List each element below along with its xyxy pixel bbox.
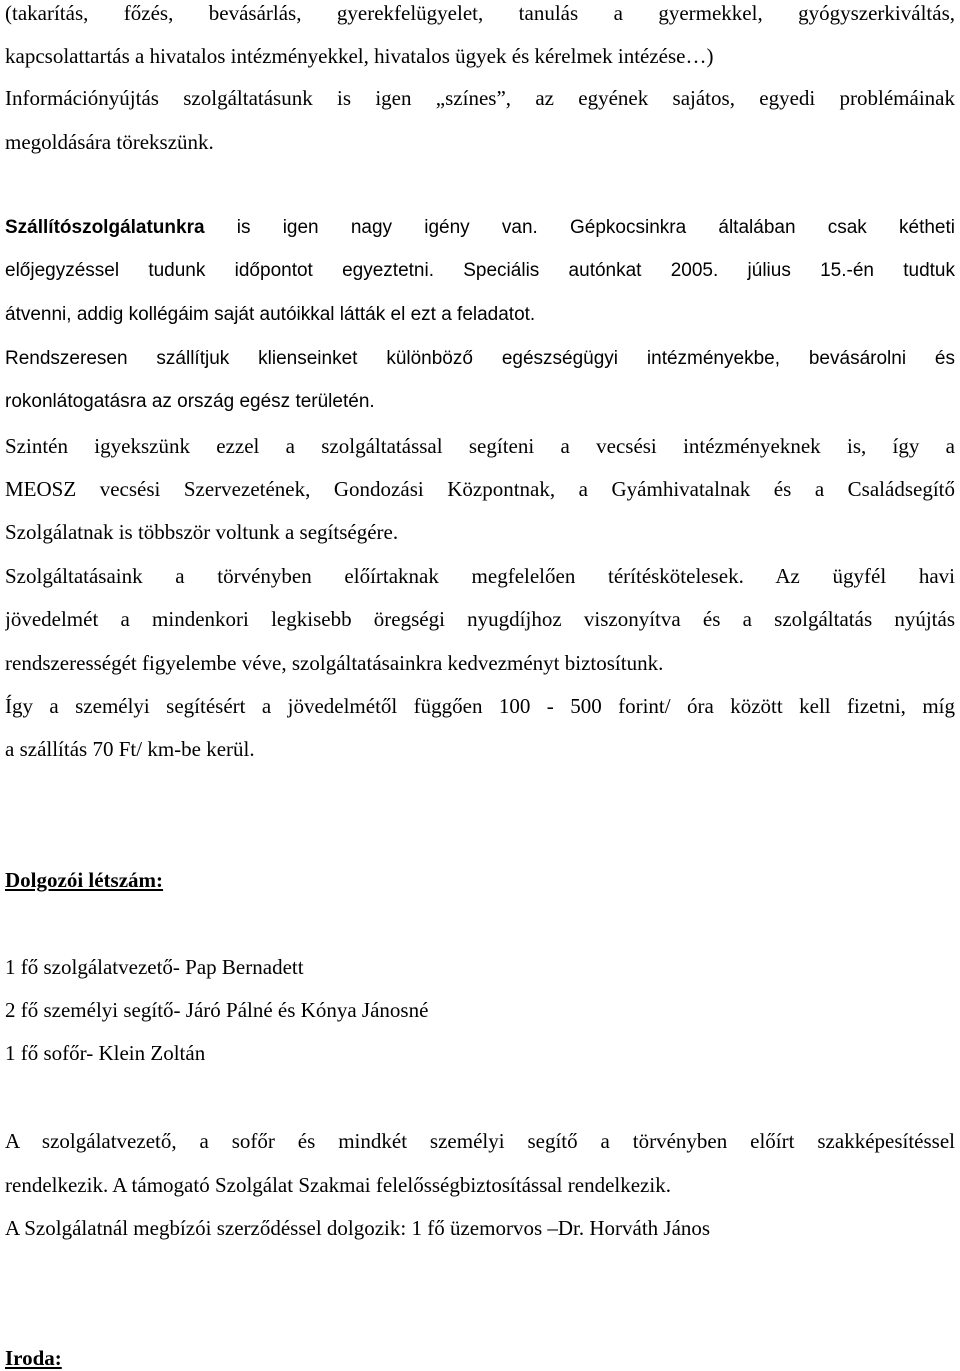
qualification-line-1: A szolgálatvezető, a sofőr és mindkét személyi segítő a törvényben előírt szakképesítéssel (5, 1129, 955, 1153)
office-heading: Iroda: (5, 1346, 62, 1370)
paragraph4-line-1: Szintén igyekszünk ezzel a szolgáltatással segíteni a vecsési intézményeknek is, így a (5, 434, 955, 458)
paragraph3-line-1: Rendszeresen szállítjuk klienseinket különböző egészségügyi intézményekbe, bevásárolni és (5, 348, 955, 369)
paragraph3-line-2: rokonlátogatásra az ország egész területén. (5, 391, 375, 412)
transport-service-lead: Szállítószolgálatunkra (5, 217, 205, 238)
paragraph2-line-1-rest: is igen nagy igény van. Gépkocsinkra általában csak kétheti (236, 217, 955, 238)
paragraph1-line-3: Információnyújtás szolgáltatásunk is igen „színes”, az egyének sajátos, egyedi problémáinak (5, 86, 955, 110)
paragraph2-line-2: előjegyzéssel tudunk időpontot egyeztetni. Speciális autónkat 2005. július 15.-én tudtuk (5, 260, 955, 281)
paragraph6-line-2: a szállítás 70 Ft/ km-be kerül. (5, 737, 255, 761)
paragraph2-line-1 (5, 215, 955, 241)
paragraph2-line-3: átvenni, addig kollégáim saját autóikkal látták el ezt a feladatot. (5, 304, 536, 325)
paragraph5-line-3: rendszerességét figyelembe véve, szolgáltatásainkra kedvezményt biztosítunk. (5, 651, 664, 675)
staff-heading: Dolgozói létszám: (5, 868, 164, 892)
paragraph1-line-4: megoldására törekszünk. (5, 130, 214, 154)
paragraph1-line-2: kapcsolattartás a hivatalos intézményekkel, hivatalos ügyek és kérelmek intézése…) (5, 44, 714, 68)
qualification-line-2: rendelkezik. A támogató Szolgálat Szakmai felelősségbiztosítással rendelkezik. (5, 1173, 671, 1197)
staff-item-3: 1 fő sofőr- Klein Zoltán (5, 1041, 206, 1065)
paragraph4-line-2: MEOSZ vecsési Szervezetének, Gondozási Központnak, a Gyámhivatalnak és a Családsegítő (5, 477, 955, 501)
staff-item-1: 1 fő szolgálatvezető- Pap Bernadett (5, 955, 304, 979)
paragraph5-line-2: jövedelmét a mindenkori legkisebb öregségi nyugdíjhoz viszonyítva és a szolgáltatás nyújtás (5, 607, 955, 631)
qualification-line-3: A Szolgálatnál megbízói szerződéssel dolgozik: 1 fő üzemorvos –Dr. Horváth János (5, 1216, 711, 1240)
staff-item-2: 2 fő személyi segítő- Járó Pálné és Kónya Jánosné (5, 998, 429, 1022)
paragraph1-line-1: (takarítás, főzés, bevásárlás, gyerekfelügyelet, tanulás a gyermekkel, gyógyszerkiváltás, (5, 1, 955, 25)
paragraph6-line-1: Így a személyi segítésért a jövedelmétől függően 100 - 500 forint/ óra között kell fizetni, míg (5, 694, 955, 718)
paragraph5-line-1: Szolgáltatásaink a törvényben előírtaknak megfelelően térítéskötelesek. Az ügyfél havi (5, 564, 955, 588)
paragraph4-line-3: Szolgálatnak is többször voltunk a segítségére. (5, 520, 399, 544)
